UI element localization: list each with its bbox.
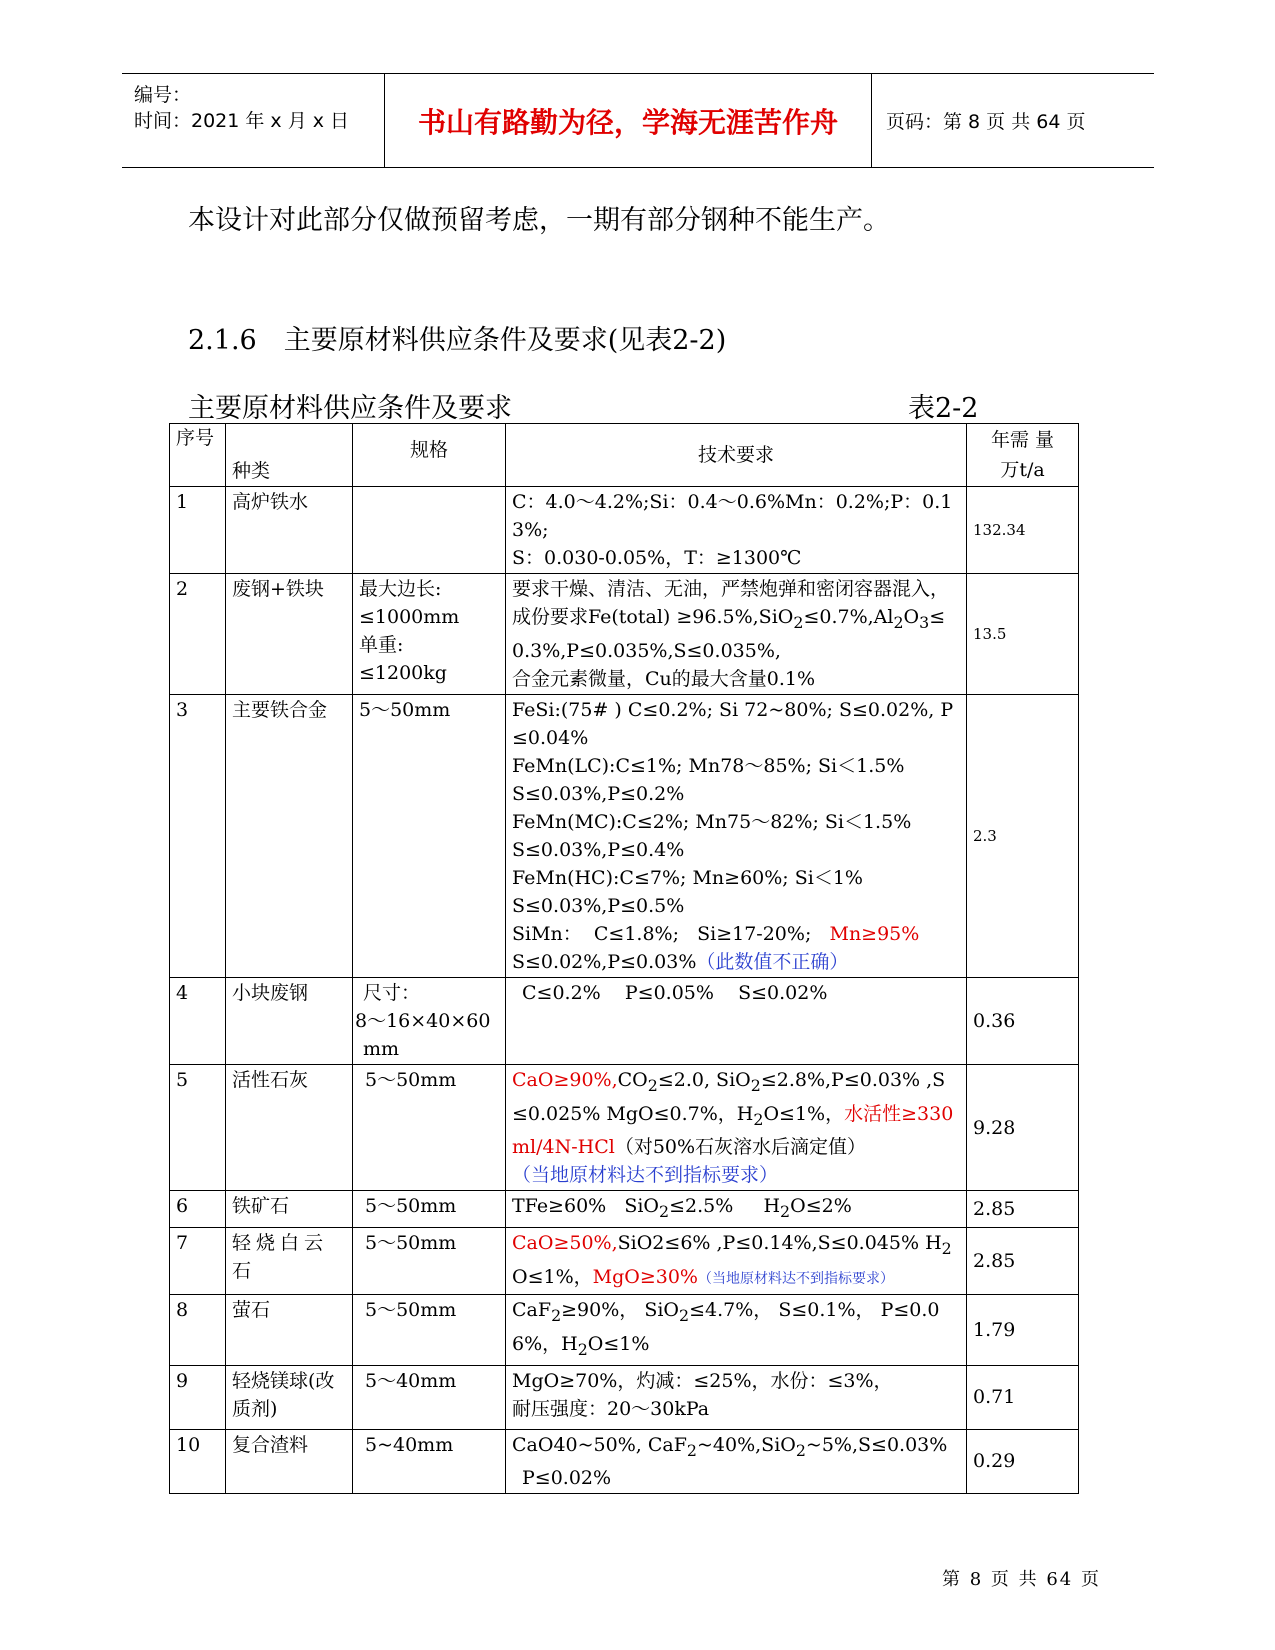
spec-line: ≤1200kg xyxy=(359,662,447,684)
req-line: C≤0.2% P≤0.05% S≤0.02% xyxy=(522,981,828,1004)
row-no: 5 xyxy=(170,1064,226,1191)
req-line: CaO40~50%, CaF$_2$~40%,SiO$_2$~5%,S≤0.03% xyxy=(512,1433,948,1460)
row-req xyxy=(506,574,967,695)
spec-line: 单重: xyxy=(359,634,404,656)
spec-line: mm xyxy=(363,1037,400,1060)
header-page-label: 页码：第 8 页 共 64 页 xyxy=(886,111,1086,133)
row-req xyxy=(506,694,967,977)
table-row xyxy=(170,1365,1079,1429)
row-no: 8 xyxy=(170,1294,226,1365)
req-line: S≤0.02%,P≤0.03%（此数值不正确） xyxy=(512,950,849,973)
row-spec: 5～50mm xyxy=(353,1294,506,1365)
table-row xyxy=(170,487,1079,574)
header-demand xyxy=(967,424,1079,487)
table-row xyxy=(170,694,1079,977)
intro-paragraph: 本设计对此部分仅做预留考虑，一期有部分钢种不能生产。 xyxy=(188,205,890,236)
row-type: 萤石 xyxy=(226,1294,353,1365)
table-row xyxy=(170,574,1079,695)
table-row xyxy=(170,1064,1079,1191)
row-type: 活性石灰 xyxy=(226,1064,353,1191)
section-heading: 2.1.6 主要原材料供应条件及要求(见表2-2) xyxy=(188,325,727,356)
row-req xyxy=(506,487,967,574)
header-meta xyxy=(122,74,385,167)
page-footer: 第 8 页 共 64 页 xyxy=(942,1569,1101,1590)
table-row xyxy=(170,977,1079,1064)
row-req xyxy=(506,1365,967,1429)
page-header xyxy=(122,73,1154,168)
req-line: FeMn(LC):C≤1%; Mn78～85%; Si＜1.5% xyxy=(512,754,905,777)
header-spec xyxy=(353,424,506,487)
row-req: CaO≥50%,SiO2≤6% ,P≤0.14%,S≤0.045% $H_2O\le 1\%$，MgO≥30%（当地原材料达不到指标要求） xyxy=(506,1228,967,1295)
row-no: 7 xyxy=(170,1228,226,1295)
req-line: S≤0.03%,P≤0.2% xyxy=(512,782,685,805)
req-line: FeMn(HC):C≤7%; Mn≥60%; Si＜1% xyxy=(512,866,863,889)
header-type-text: 种类 xyxy=(232,460,271,482)
header-demand-a: 年需 量 xyxy=(990,429,1055,451)
row-no: 6 xyxy=(170,1191,226,1228)
req-line: 耐压强度：20～30kPa xyxy=(512,1397,710,1420)
table-caption: 主要原材料供应条件及要求 xyxy=(188,393,512,424)
row-spec: 5~40mm xyxy=(353,1429,506,1494)
req-line: S≤0.03%,P≤0.4% xyxy=(512,838,685,861)
table-number: 表2-2 xyxy=(908,393,979,424)
row-no: 10 xyxy=(170,1429,226,1494)
req-line: 合金元素微量，Cu的最大含量0.1% xyxy=(512,667,816,690)
row-req: $CaO\ge 90\%,CO_2\le 2.0$, SiO$_2$≤2.8%,P≤0.03% ,S≤0.025% MgO≤0.7%，$H_2O\le 1\%$，水活性≥330ml/4N-HCl（对50%石灰溶水后滴定值） （当地原材料达不到指标要求） xyxy=(506,1064,967,1191)
doc-number-label: 编号： xyxy=(134,84,192,106)
req-line: FeSi:(75# ) C≤0.2%; Si 72~80%; S≤0.02%, P≤0.04% xyxy=(512,698,954,749)
row-spec xyxy=(353,574,506,695)
req-line: FeMn(MC):C≤2%; Mn75～82%; Si＜1.5% xyxy=(512,810,912,833)
req-line: C：4.0～4.2%;Si：0.4～0.6%Mn：0.2%;P：0.13%; xyxy=(512,491,953,541)
table-row xyxy=(170,1294,1079,1365)
header-spec-text: 规格 xyxy=(409,439,448,461)
table-row xyxy=(170,1228,1079,1295)
header-req xyxy=(506,424,967,487)
row-no: 1 xyxy=(170,487,226,574)
row-spec: 5～50mm xyxy=(353,1191,506,1228)
req-line: S：0.030-0.05%，T：≥1300℃ xyxy=(512,547,802,569)
row-spec xyxy=(353,977,506,1064)
row-req: CaF$_2$≥90%， SiO$_2$≤4.7%， S≤0.1%， P≤0.06%，$H_2O\le 1\%$ xyxy=(506,1294,967,1365)
row-no: 9 xyxy=(170,1365,226,1429)
req-line: S≤0.03%,P≤0.5% xyxy=(512,894,685,917)
header-demand-b: 万t/a xyxy=(1000,459,1045,481)
row-demand: 9.28 xyxy=(967,1064,1079,1191)
header-req-text: 技术要求 xyxy=(697,444,774,466)
row-spec: 5～40mm xyxy=(353,1365,506,1429)
table-header-row xyxy=(170,424,1079,487)
row-no: 4 xyxy=(170,977,226,1064)
row-spec: 5～50mm xyxy=(353,694,506,977)
row-demand: 2.85 xyxy=(967,1228,1079,1295)
req-line: P≤0.02% xyxy=(522,1467,612,1490)
row-no: 2 xyxy=(170,574,226,695)
row-demand: 2.85 xyxy=(967,1191,1079,1228)
row-demand: 2.3 xyxy=(967,694,1079,977)
row-type: 铁矿石 xyxy=(226,1191,353,1228)
row-type: 复合渣料 xyxy=(226,1429,353,1494)
row-demand: 0.29 xyxy=(967,1429,1079,1494)
header-no: 序号 xyxy=(170,424,226,487)
req-line: SiMn： C≤1.8%; Si≥17-20%; Mn≥95% xyxy=(512,922,920,945)
doc-time-label: 时间：2021 年 x 月 x 日 xyxy=(134,110,350,132)
row-req: TFe≥60% SiO$_2$≤2.5% $H_2O\le 2\%$ xyxy=(506,1191,967,1228)
row-spec xyxy=(353,487,506,574)
spec-line: ≤1000mm xyxy=(359,606,460,628)
row-type: 轻烧镁球(改质剂) xyxy=(226,1365,353,1429)
row-demand: 0.71 xyxy=(967,1365,1079,1429)
spec-line: 8～16×40×60 xyxy=(355,1009,491,1032)
header-type xyxy=(226,424,353,487)
spec-line: 最大边长: xyxy=(359,578,442,600)
row-demand: 1.79 xyxy=(967,1294,1079,1365)
req-line: MgO≥70%，灼减：≤25%，水份：≤3%， xyxy=(512,1369,893,1392)
row-type: 轻烧白云石 xyxy=(226,1228,353,1295)
row-spec: 5～50mm xyxy=(353,1228,506,1295)
row-type: 小块废钢 xyxy=(226,977,353,1064)
row-demand: 0.36 xyxy=(967,977,1079,1064)
row-spec: 5～50mm xyxy=(353,1064,506,1191)
spec-line: 尺寸： xyxy=(363,981,421,1004)
row-demand: 132.34 xyxy=(967,487,1079,574)
row-demand: 13.5 xyxy=(967,574,1079,695)
row-req xyxy=(506,1429,967,1494)
row-no: 3 xyxy=(170,694,226,977)
table-row xyxy=(170,1429,1079,1494)
table-row xyxy=(170,1191,1079,1228)
row-type: 主要铁合金 xyxy=(226,694,353,977)
row-type: 高炉铁水 xyxy=(226,487,353,574)
row-type: 废钢+铁块 xyxy=(226,574,353,695)
header-motto: 书山有路勤为径，学海无涯苦作舟 xyxy=(385,74,872,167)
req-line: 要求干燥、清洁、无油，严禁炮弹和密闭容器混入，成份要求Fe(total) $\ge 96.5\%,SiO_2\le 0.7\%,Al_2O_3\le 0.3\%,P\le 0.035\%,S\le 0.035\%$, xyxy=(512,578,950,662)
row-req xyxy=(506,977,967,1064)
materials-table xyxy=(169,423,1079,1494)
